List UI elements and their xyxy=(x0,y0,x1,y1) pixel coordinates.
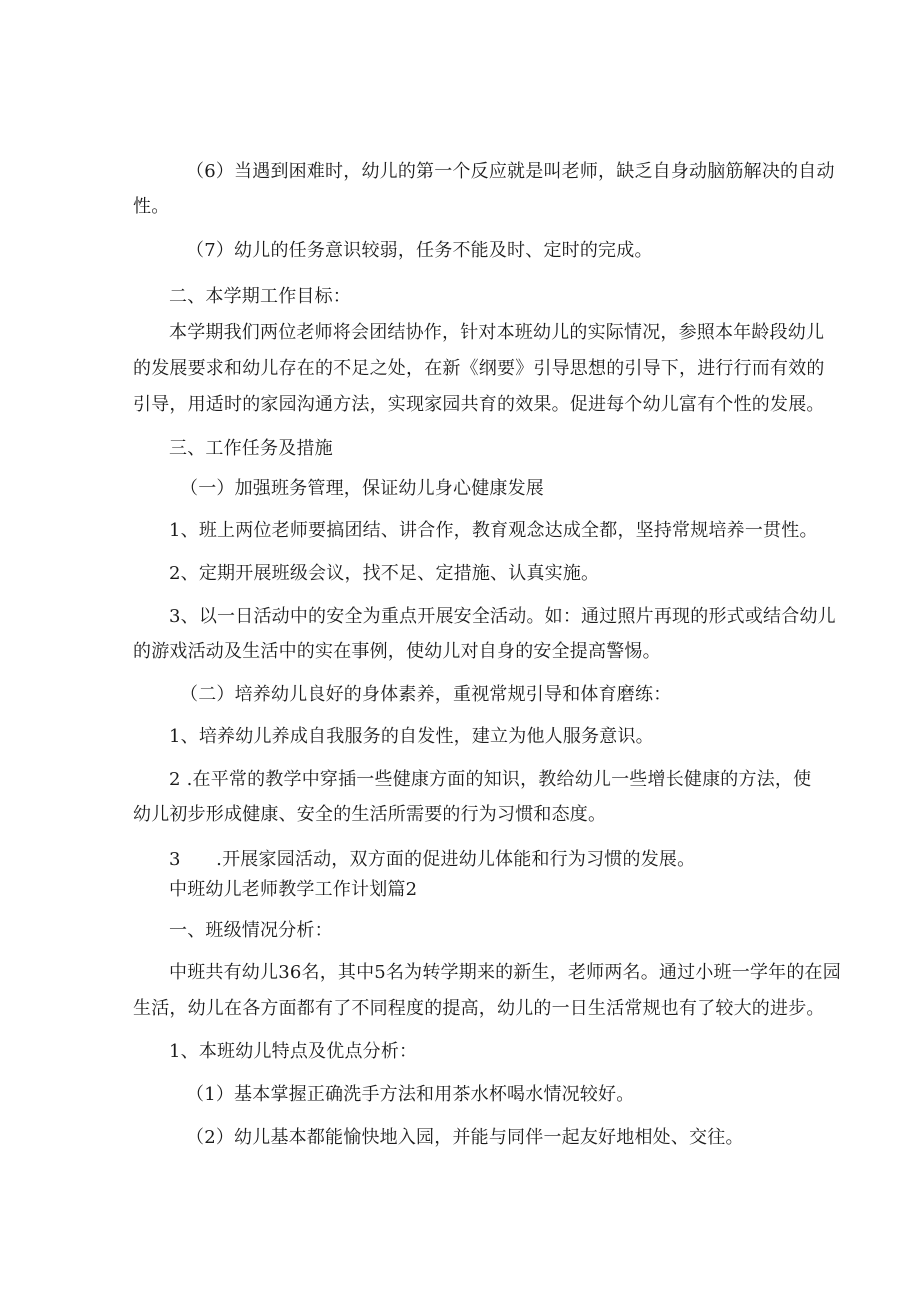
text-line: 中班共有幼儿36名，其中5名为转学期来的新生，老师两名。通过小班一学年的在园 xyxy=(169,962,841,983)
subsection-heading: 1、本班幼儿特点及优点分析： xyxy=(169,1041,418,1062)
text-line: 3 .开展家园活动，双方面的促进幼儿体能和行为习惯的发展。 xyxy=(169,849,696,870)
text-line: 的发展要求和幼儿存在的不足之处，在新《纲要》引导思想的引导下，进行行而有效的 xyxy=(133,358,825,379)
text-line: 2 .在平常的教学中穿插一些健康方面的知识，教给幼儿一些增长健康的方法，使 xyxy=(169,769,812,790)
section-heading: 一、班级情况分析： xyxy=(169,920,333,941)
subsection-heading: （一）加强班务管理，保证幼儿身心健康发展 xyxy=(180,478,544,499)
text-line: 2、定期开展班级会议，找不足、定措施、认真实施。 xyxy=(169,563,600,584)
text-line: 3、以一日活动中的安全为重点开展安全活动。如：通过照片再现的形式或结合幼儿 xyxy=(169,606,836,627)
text-line: 的游戏活动及生活中的实在事例，使幼儿对自身的安全提高警惕。 xyxy=(133,641,661,662)
text-line: （6）当遇到困难时，幼儿的第一个反应就是叫老师，缺乏自身动脑筋解决的自动 xyxy=(186,161,835,182)
text-line: 生活，幼儿在各方面都有了不同程度的提高，幼儿的一日生活常规也有了较大的进步。 xyxy=(133,998,825,1019)
text-line: 1、培养幼儿养成自我服务的自发性，建立为他人服务意识。 xyxy=(169,726,654,747)
section-heading: 二、本学期工作目标： xyxy=(169,286,351,307)
subsection-heading: （二）培养幼儿良好的身体素养，重视常规引导和体育磨练： xyxy=(180,684,672,705)
text-line: （2）幼儿基本都能愉快地入园，并能与同伴一起友好地相处、交往。 xyxy=(186,1127,744,1148)
text-line: 1、班上两位老师要搞团结、讲合作，教育观念达成全都，坚持常规培养一贯性。 xyxy=(169,520,818,541)
text-line: 本学期我们两位老师将会团结协作，针对本班幼儿的实际情况，参照本年龄段幼儿 xyxy=(169,322,825,343)
section-heading: 三、工作任务及措施 xyxy=(169,438,333,459)
text-line: 性。 xyxy=(133,196,170,217)
text-line: （1）基本掌握正确洗手方法和用茶水杯喝水情况较好。 xyxy=(186,1084,635,1105)
text-line: 引导，用适时的家园沟通方法，实现家园共育的效果。促进每个幼儿富有个性的发展。 xyxy=(133,394,825,415)
article-title: 中班幼儿老师教学工作计划篇2 xyxy=(169,879,418,900)
text-line: 幼儿初步形成健康、安全的生活所需要的行为习惯和态度。 xyxy=(133,804,607,825)
text-line: （7）幼儿的任务意识较弱，任务不能及时、定时的完成。 xyxy=(186,240,653,261)
